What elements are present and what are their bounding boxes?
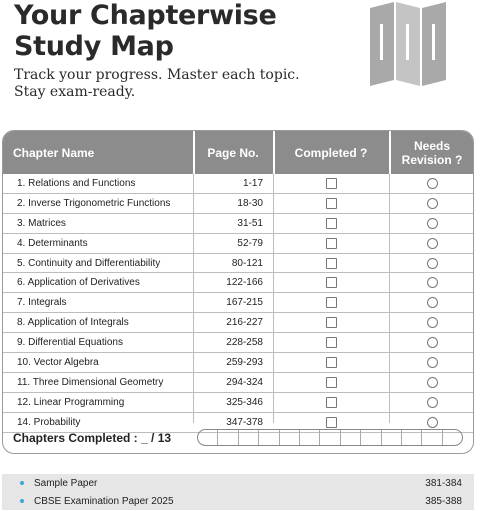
completed-checkbox[interactable] <box>326 238 337 249</box>
completed-cell <box>273 273 389 292</box>
needs-revision-radio[interactable] <box>427 377 438 388</box>
completed-checkbox[interactable] <box>326 357 337 368</box>
chapter-pages: 325-346 <box>226 396 263 408</box>
subtitle-line-2: Stay exam-ready. <box>14 84 136 100</box>
revision-cell <box>389 254 474 273</box>
progress-segment[interactable] <box>402 430 422 445</box>
needs-revision-radio[interactable] <box>427 218 438 229</box>
progress-segment[interactable] <box>361 430 381 445</box>
revision-cell <box>389 293 474 312</box>
revision-cell <box>389 214 474 233</box>
completed-checkbox[interactable] <box>326 198 337 209</box>
header-completed: Completed ? <box>294 145 368 160</box>
chapter-pages: 18-30 <box>237 197 263 209</box>
table-row <box>3 293 473 313</box>
progress-track <box>197 429 463 446</box>
progress-segment[interactable] <box>341 430 361 445</box>
chapter-pages: 216-227 <box>226 317 263 329</box>
extra-paper-item <box>2 474 474 492</box>
revision-cell <box>389 393 474 412</box>
header-divider <box>193 131 195 174</box>
table-row <box>3 333 473 353</box>
header-revision-line-1: Needs <box>413 138 451 153</box>
chapter-pages: 228-258 <box>226 337 263 349</box>
table-row <box>3 174 473 194</box>
completed-cell <box>273 333 389 352</box>
chapter-name: 9. Differential Equations <box>17 337 123 349</box>
chapter-name: 7. Integrals <box>17 297 67 309</box>
needs-revision-radio[interactable] <box>427 357 438 368</box>
needs-revision-radio[interactable] <box>427 317 438 328</box>
header-page-no: Page No. <box>207 145 259 160</box>
completed-cell <box>273 254 389 273</box>
revision-cell <box>389 194 474 213</box>
needs-revision-radio[interactable] <box>427 258 438 269</box>
revision-cell <box>389 333 474 352</box>
bullet-icon <box>20 499 24 503</box>
revision-cell <box>389 313 474 332</box>
completed-checkbox[interactable] <box>326 297 337 308</box>
progress-segment[interactable] <box>198 430 218 445</box>
table-row <box>3 254 473 274</box>
extra-paper-pages: 381-384 <box>425 477 462 489</box>
extra-paper-item <box>2 492 474 510</box>
needs-revision-radio[interactable] <box>427 178 438 189</box>
table-row <box>3 393 473 413</box>
needs-revision-radio[interactable] <box>427 277 438 288</box>
chapter-name: 10. Vector Algebra <box>17 356 99 368</box>
header-needs-revision-text <box>402 139 463 167</box>
folded-map-icon <box>368 2 450 86</box>
needs-revision-radio[interactable] <box>427 297 438 308</box>
completed-checkbox[interactable] <box>326 317 337 328</box>
title-line-2: Study Map <box>14 31 174 62</box>
chapter-pages: 31-51 <box>237 217 263 229</box>
completed-checkbox[interactable] <box>326 218 337 229</box>
progress-segment[interactable] <box>422 430 442 445</box>
study-map-table <box>2 130 474 454</box>
revision-cell <box>389 273 474 292</box>
table-row <box>3 353 473 373</box>
chapter-pages: 259-293 <box>226 356 263 368</box>
progress-segment[interactable] <box>382 430 402 445</box>
bullet-icon <box>20 481 24 485</box>
completed-cell <box>273 293 389 312</box>
table-row <box>3 214 473 234</box>
revision-cell <box>389 373 474 392</box>
chapter-name: 3. Matrices <box>17 217 66 229</box>
title-line-1: Your Chapterwise <box>14 0 277 31</box>
table-body <box>3 174 473 433</box>
completed-checkbox[interactable] <box>326 277 337 288</box>
chapter-name: 6. Application of Derivatives <box>17 277 140 289</box>
chapter-name: 1. Relations and Functions <box>17 177 136 189</box>
progress-segment[interactable] <box>239 430 259 445</box>
chapter-pages: 1-17 <box>242 177 263 189</box>
chapter-name: 8. Application of Integrals <box>17 317 129 329</box>
completed-cell <box>273 393 389 412</box>
header-revision-line-2: Revision ? <box>401 152 463 167</box>
completed-cell <box>273 214 389 233</box>
chapter-pages: 122-166 <box>226 277 263 289</box>
table-row <box>3 373 473 393</box>
completed-cell <box>273 313 389 332</box>
chapter-name: 14. Probability <box>17 416 81 428</box>
chapter-pages: 347-378 <box>226 416 263 428</box>
chapter-name: 11. Three Dimensional Geometry <box>17 376 164 388</box>
table-row <box>3 313 473 333</box>
chapter-name: 2. Inverse Trigonometric Functions <box>17 197 171 209</box>
needs-revision-radio[interactable] <box>427 238 438 249</box>
table-row <box>3 194 473 214</box>
header-divider <box>273 131 275 174</box>
chapter-pages: 294-324 <box>226 376 263 388</box>
header-needs-revision <box>389 131 474 174</box>
needs-revision-radio[interactable] <box>427 198 438 209</box>
chapters-completed-row <box>3 423 473 453</box>
subtitle <box>14 67 300 101</box>
page-title <box>14 0 276 62</box>
completed-cell <box>273 194 389 213</box>
chapter-pages: 80-121 <box>231 257 263 269</box>
extra-paper-label: Sample Paper <box>34 477 98 489</box>
chapter-name: 12. Linear Programming <box>17 396 125 408</box>
revision-cell <box>389 353 474 372</box>
completed-cell <box>273 234 389 253</box>
progress-segment[interactable] <box>300 430 320 445</box>
chapter-pages: 167-215 <box>226 297 263 309</box>
completed-cell <box>273 353 389 372</box>
header-divider <box>389 131 391 174</box>
table-row <box>3 234 473 254</box>
needs-revision-radio[interactable] <box>427 397 438 408</box>
needs-revision-radio[interactable] <box>427 337 438 348</box>
progress-segment[interactable] <box>218 430 238 445</box>
chapters-completed-label: Chapters Completed : _ / 13 <box>13 431 172 445</box>
revision-cell <box>389 234 474 253</box>
progress-segment[interactable] <box>280 430 300 445</box>
table-row <box>3 273 473 293</box>
subtitle-line-1: Track your progress. Master each topic. <box>14 67 300 83</box>
completed-checkbox[interactable] <box>326 337 337 348</box>
extra-paper-label: CBSE Examination Paper 2025 <box>34 495 174 507</box>
completed-checkbox[interactable] <box>326 178 337 189</box>
completed-checkbox[interactable] <box>326 377 337 388</box>
progress-segment[interactable] <box>259 430 279 445</box>
progress-segment[interactable] <box>443 430 462 445</box>
chapter-name: 4. Determinants <box>17 237 88 249</box>
revision-cell <box>389 174 474 193</box>
chapter-name: 5. Continuity and Differentiability <box>17 257 161 269</box>
chapter-pages: 52-79 <box>237 237 263 249</box>
completed-cell <box>273 174 389 193</box>
header-chapter-name: Chapter Name <box>13 145 95 160</box>
completed-checkbox[interactable] <box>326 258 337 269</box>
completed-checkbox[interactable] <box>326 397 337 408</box>
completed-cell <box>273 373 389 392</box>
table-header <box>3 131 473 174</box>
extra-paper-pages: 385-388 <box>425 495 462 507</box>
progress-segment[interactable] <box>320 430 340 445</box>
extra-papers-list <box>2 474 474 510</box>
